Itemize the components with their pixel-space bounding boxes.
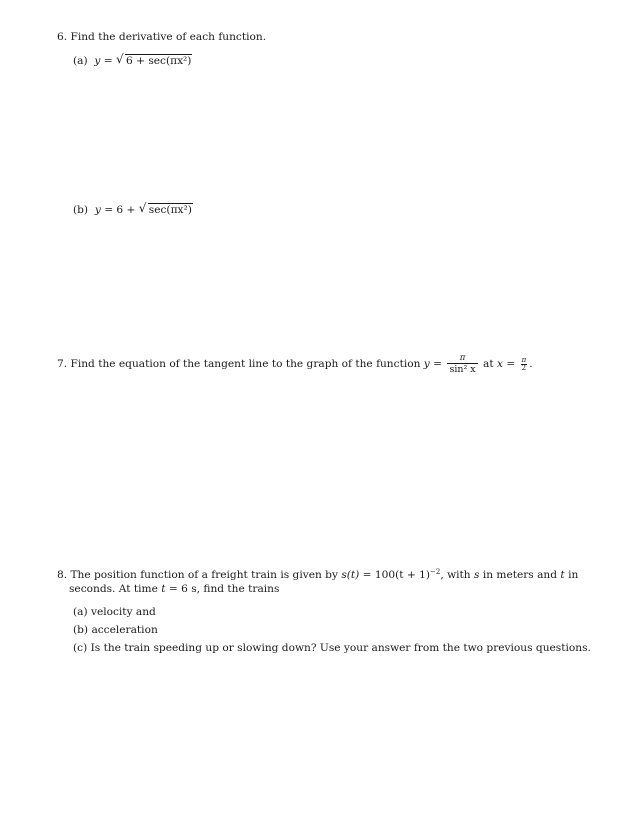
q8a-label: (a) [73,606,88,618]
q8-formula-exponent: −2 [430,568,441,576]
q7-frac-numerator: π [459,352,466,363]
q8a-text: velocity and [90,606,156,618]
q7-function-fraction [447,354,477,375]
q8-t: t [560,569,565,581]
q6-prompt: Find the derivative of each function. [70,31,267,43]
q7-equals-2: = [506,358,516,370]
q6a-equals: = [103,55,113,67]
q8-s: s [474,569,480,581]
q7-number: 7. [57,358,68,370]
q6-number: 6. [57,31,68,43]
q8-line-2 [69,583,279,596]
q8-formula [375,569,440,581]
q6b-equals: = 6 + [104,204,136,216]
q6a-radicand: 6 + sec(πx²) [125,55,192,67]
q8c-text: Is the train speeding up or slowing down? Use your answer from the two previous questions. [90,642,591,654]
q7-x-fraction [521,357,528,372]
q8-text-1b: , with [440,569,471,581]
q6a-label: (a) [73,55,88,67]
q8a-line [73,606,156,619]
q7-x: x [496,358,503,370]
q8-s-of-t: s(t) [341,569,360,581]
q7-prompt: Find the equation of the tangent line to the graph of the function [70,358,421,370]
q8-formula-base: 100(t + 1) [374,569,431,581]
q6b-y: y [94,204,101,216]
q8-text-1a: The position function of a freight train is given by [70,569,338,581]
q7-equals: = [433,358,443,370]
q7-at: at [483,358,494,370]
q6a-y: y [94,55,101,67]
q8-equals: = [362,569,372,581]
q8-line-1 [57,569,578,582]
q7-x-numerator: π [521,355,527,364]
q8c-label: (c) [73,642,88,654]
q8b-text: acceleration [91,624,158,636]
q7-x-denominator: 2 [521,363,527,372]
q8-text-1d: in [568,569,579,581]
q6b-sqrt: √ sec(πx²) [138,201,192,216]
q8c-line [73,642,591,655]
q6b-line [73,201,193,217]
q8-text-2a: seconds. At time [69,583,158,595]
q8-t-2: t [161,583,166,595]
q7-period: . [529,358,533,370]
q6b-label: (b) [73,204,89,216]
q8b-line [73,624,158,637]
q6a-sqrt: √ 6 + sec(πx²) [115,52,192,67]
q7-line [57,352,533,376]
q7-y: y [423,358,430,370]
q8b-label: (b) [73,624,89,636]
q6a-line [73,52,192,68]
q6-prompt-line [57,31,266,44]
q6b-radicand: sec(πx²) [148,204,192,216]
q8-number: 8. [57,569,68,581]
q7-frac-denominator: sin² x [449,363,476,375]
q8-text-2b: = 6 s, find the trains [168,583,280,595]
q8-text-1c: in meters and [482,569,558,581]
